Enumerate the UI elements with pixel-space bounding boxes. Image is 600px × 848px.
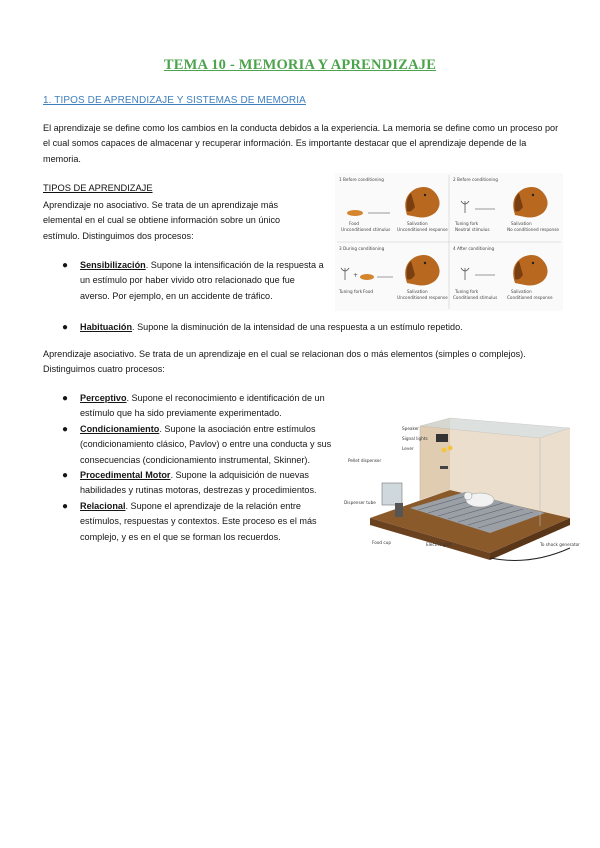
panel-sublabel: Unconditioned stimulus: [341, 227, 391, 232]
bullet-text: . Supone la intensificación de la respuesta a un estímulo por haber vivido otro relacionado que fue averso. Por ejemplo, en un accidente de tráfico.: [80, 260, 324, 301]
panel-sublabel: Conditioned stimulus: [453, 295, 498, 300]
panel-sublabel: No conditioned response: [507, 227, 559, 232]
panel-heading: 1 Before conditioning: [339, 177, 384, 182]
panel-label: Salivation: [407, 221, 428, 226]
svg-text:+: +: [353, 272, 359, 279]
figure-label: Pellet dispenser: [348, 458, 382, 463]
list-item: [62, 468, 332, 499]
figure-label: Lever: [402, 446, 414, 451]
panel-label: Salivation: [511, 221, 532, 226]
bullet-term: Perceptivo: [80, 393, 127, 403]
bullet-icon: ●: [62, 423, 69, 435]
bullet-text: . Supone la disminución de la intensidad de una respuesta a un estímulo repetido.: [132, 322, 463, 332]
panel-sublabel: Neutral stimulus: [455, 227, 490, 232]
list-item: [62, 499, 332, 545]
panel-sublabel: Unconditioned response: [397, 295, 448, 300]
no-asociativo-list: [62, 258, 324, 304]
bullet-text: . Supone la asociación entre estímulos (condicionamiento clásico, Pavlov) o entre una conducta y sus consecuencias (condicionamiento instrumental, Skinner).: [80, 423, 332, 465]
list-item: [62, 258, 324, 304]
list-item: [62, 320, 532, 335]
intro-paragraph: El aprendizaje se define como los cambios en la conducta debidos a la experiencia. La memoria se define como un proceso por el cual somos capaces de almacenar y recuperar información. Es importante destacar que el aprendizaje depende de la memoria.: [43, 123, 559, 164]
figure-label: Electric grid: [426, 542, 452, 547]
pavlov-conditioning-figure: [335, 173, 563, 311]
figure-label: To shock generator: [540, 542, 580, 547]
figure-label: Food cup: [372, 540, 391, 545]
pellet-dispenser-icon: [382, 483, 402, 505]
speaker-icon: [436, 434, 448, 442]
bullet-text: . Supone la adquisición de nuevas habilidades y rutinas motoras, destrezas y procedimientos.: [80, 470, 317, 496]
bullet-term: Habituación: [80, 322, 133, 332]
list-item: [62, 391, 332, 422]
page-title: TEMA 10 - MEMORIA Y APRENDIZAJE: [163, 57, 437, 73]
section-heading: 1. TIPOS DE APRENDIZAJE Y SISTEMAS DE MEMORIA: [43, 95, 306, 106]
asociativo-paragraph: Aprendizaje asociativo. Se trata de un aprendizaje en el cual se relacionan dos o más elementos (simples o complejos). Distinguimos cuatro procesos:: [43, 349, 526, 375]
bullet-term: Condicionamiento: [80, 423, 160, 434]
panel-label: Tuning fork: [455, 221, 479, 226]
asociativo-list: [62, 391, 332, 545]
figure-label: Dispenser tube: [344, 500, 376, 505]
figure-label: Speaker: [402, 426, 420, 431]
food-bowl-icon: [360, 274, 374, 280]
skinner-box-figure: [340, 408, 585, 576]
panel-label: Food: [349, 221, 360, 226]
no-asociativo-paragraph: Aprendizaje no asociativo. Se trata de un aprendizaje más elemental en el cual se obtiene información sobre un único estímulo. Distinguimos dos procesos:: [43, 200, 281, 241]
panel-label: Tuning fork: [455, 289, 479, 294]
panel-label: Food: [363, 289, 374, 294]
bullet-icon: ●: [62, 500, 69, 512]
panel-heading: 2 Before conditioning: [453, 177, 498, 182]
panel-label: Salivation: [511, 289, 532, 294]
bullet-icon: ●: [62, 322, 69, 333]
panel-heading: 4 After conditioning: [453, 246, 495, 251]
panel-sublabel: Unconditioned response: [397, 227, 448, 232]
no-asociativo-list-2: [62, 320, 532, 335]
bullet-term: Sensibilización: [80, 260, 146, 270]
bullet-icon: ●: [62, 260, 69, 271]
figure-label: Signal lights: [402, 436, 428, 441]
panel-heading: 3 During conditioning: [339, 246, 385, 251]
bullet-icon: ●: [62, 393, 69, 404]
bullet-text: . Supone el reconocimiento e identificación de un estímulo que ha sido previamente experimentado.: [80, 393, 325, 419]
bullet-term: Relacional: [80, 500, 126, 511]
bullet-text: . Supone el aprendizaje de la relación entre estímulos, respuestas y contextos. Este proceso es el más complejo, y es en el que se forman los recuerdos.: [80, 500, 317, 542]
food-bowl-icon: [347, 210, 363, 216]
signal-light-icon: [442, 448, 447, 453]
panel-label: Salivation: [407, 289, 428, 294]
bullet-icon: ●: [62, 470, 69, 482]
panel-sublabel: Conditioned response: [507, 295, 553, 300]
bullet-term: Procedimental Motor: [80, 470, 171, 481]
tipos-heading: TIPOS DE APRENDIZAJE: [43, 183, 153, 193]
lever-icon: [440, 466, 448, 469]
panel-label: Tuning fork: [339, 289, 363, 294]
list-item: [62, 422, 332, 468]
